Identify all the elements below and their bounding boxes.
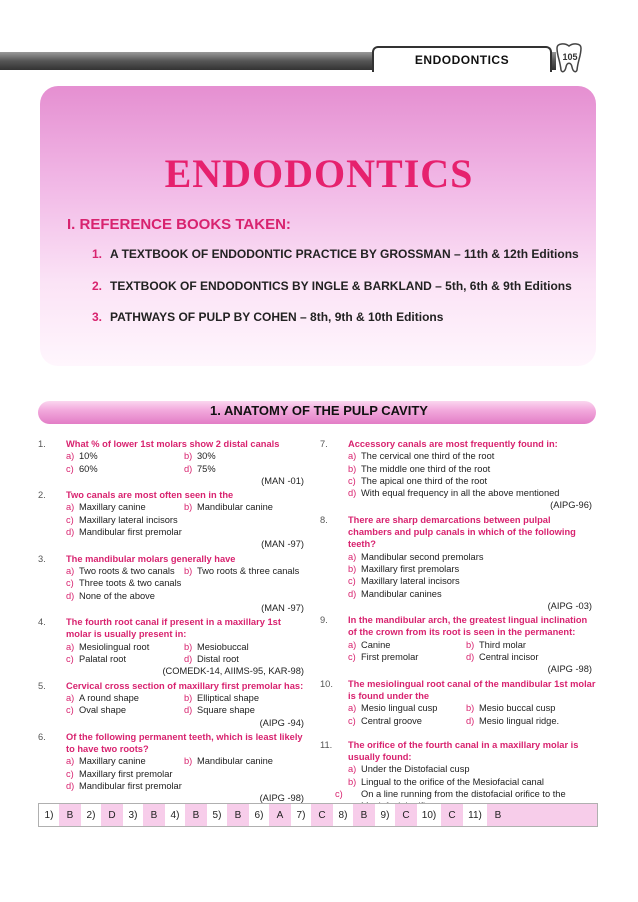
answer-number: 9) [380, 809, 390, 821]
answer-key [38, 803, 598, 827]
question: 2. Two canals are most often seen in the a) Maxillary canine b) Mandibular canine c) Maxillary lateral incisors d) Mandibular first premolar (MAN -97) [38, 490, 304, 550]
answer-letter: B [227, 804, 249, 826]
answer-letter: B [59, 804, 81, 826]
answer-letter: C [441, 804, 463, 826]
answer-letter: B [143, 804, 165, 826]
page-number: 105 [562, 52, 578, 62]
answer-number: 2) [86, 809, 96, 821]
chapter-tab: ENDODONTICS [372, 46, 552, 72]
question: 11. The orifice of the fourth canal in a maxillary molar is usually found: a) Under the Distofacial cusp b) Lingual to the orifice of the Mesiofacial canal c) On a line running from the distofacial orifice to the [320, 739, 579, 800]
answer-number: 5) [212, 809, 222, 821]
question: 3. The mandibular molars generally have a) Two roots & two canals b) Two roots & three canals c) Three toots & two canals d) None of the above (MAN -97) [38, 553, 304, 613]
answer-number: 8) [338, 809, 348, 821]
answer-number: 10) [421, 809, 437, 821]
answer-number: 6) [254, 809, 264, 821]
question: 6. Of the following permanent teeth, which is least likely to have two roots? a) Maxillary canine b) Mandibular canine c) Maxillary first premolar d) Mandibular first premolar (AIPG -98) [38, 731, 304, 804]
answer-number: 11) [468, 809, 482, 821]
answer-letter: A [269, 804, 291, 826]
reference-item: 2. TEXTBOOK OF ENDODONTICS BY INGLE & BARKLAND – 5th, 6th & 9th Editions [92, 279, 572, 293]
question: 7. Accessory canals are most frequently found in: a) The cervical one third of the root b) The middle one third of the root c) The apical one third of the root d) With equal frequency in all the above mentioned (AIPG-96) [320, 439, 592, 511]
section-title: 1. ANATOMY OF THE PULP CAVITY [210, 403, 428, 418]
right-column [320, 438, 596, 813]
reference-heading: I. REFERENCE BOOKS TAKEN: [67, 216, 291, 233]
question: 8. There are sharp demarcations between pulpal chambers and pulp canals in which of the following teeth? a) Mandibular second premolars b) Maxillary first premolars c) Maxillary lateral incisors d) Mandibular canines (AIPG -03) [320, 514, 592, 611]
answer-number: 7) [296, 809, 306, 821]
answer-letter: C [395, 804, 417, 826]
answer-number: 3) [128, 809, 138, 821]
answer-letter: B [487, 804, 509, 826]
reference-item: 1. A TEXTBOOK OF ENDODONTIC PRACTICE BY GROSSMAN – 11th & 12th Editions [92, 247, 579, 261]
question: 5. Cervical cross section of maxillary first premolar has: a) A round shape b) Elliptical shape c) Oval shape d) Square shape (AIPG -94) [38, 680, 304, 728]
answer-letter: B [353, 804, 375, 826]
left-column [38, 438, 308, 805]
answer-number: 1) [44, 809, 54, 821]
question: 10. The mesiolingual root canal of the mandibular 1st molar is found under the a) Mesio lingual cusp b) Mesio buccal cusp c) Central groove d) Mesio lingual ridge. [320, 678, 596, 726]
answer-letter: D [101, 804, 123, 826]
answer-letter: C [311, 804, 333, 826]
chapter-title: ENDODONTICS [164, 151, 474, 196]
question: 9. In the mandibular arch, the greatest lingual inclination of the crown from its root is seen in the permanent: a) Canine b) Third molar c) First premolar d) Central incisor (AIPG -98) [320, 615, 592, 675]
reference-item: 3. PATHWAYS OF PULP BY COHEN – 8th, 9th & 10th Editions [92, 310, 444, 324]
question: 4. The fourth root canal if present in a maxillary 1st molar is usually present in: a) Mesiolingual root b) Mesiobuccal c) Palatal root d) Distal root (COMEDK-14, AIIMS-95, KAR-98) [38, 617, 304, 677]
question: 1. What % of lower 1st molars show 2 distal canals a) 10% b) 30% c) 60% d) 75% (MAN -01) [38, 439, 304, 486]
answer-letter: B [185, 804, 207, 826]
answer-key-filler [509, 804, 597, 826]
answer-number: 4) [170, 809, 180, 821]
